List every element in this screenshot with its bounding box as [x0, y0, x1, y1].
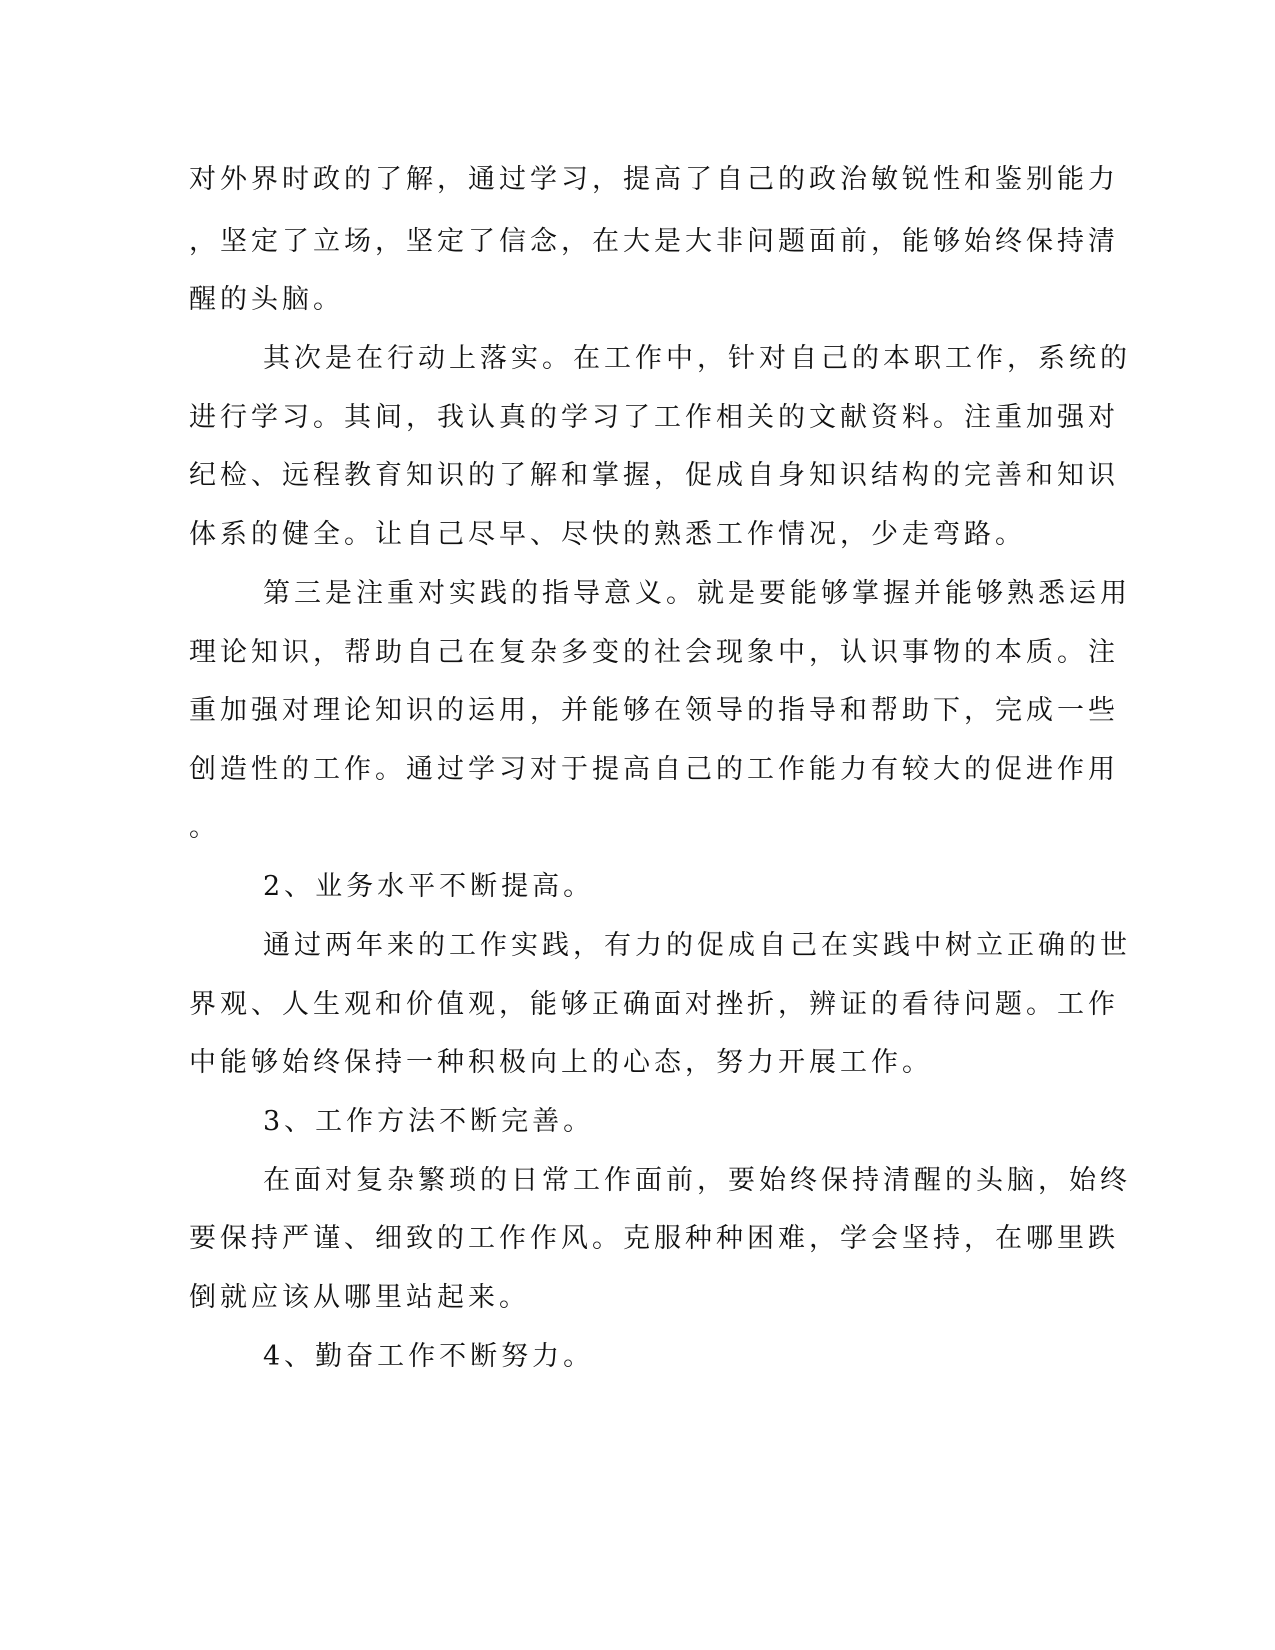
- text-line: 第三是注重对实践的指导意义。就是要能够掌握并能够熟悉运用: [263, 578, 1131, 609]
- text-line: 体系的健全。让自己尽早、尽快的熟悉工作情况，少走弯路。: [189, 519, 1026, 550]
- text-line: 中能够始终保持一种积极向上的心态，努力开展工作。: [189, 1047, 933, 1078]
- text-line: 通过两年来的工作实践，有力的促成自己在实践中树立正确的世: [263, 930, 1131, 961]
- text-line: 醒的头脑。: [189, 284, 344, 315]
- text-line: 其次是在行动上落实。在工作中，针对自己的本职工作，系统的: [263, 343, 1131, 374]
- text-line: 在面对复杂繁琐的日常工作面前，要始终保持清醒的头脑，始终: [263, 1165, 1131, 1196]
- text-line: 对外界时政的了解，通过学习，提高了自己的政治敏锐性和鉴别能力: [189, 164, 1119, 195]
- text-line: 界观、人生观和价值观，能够正确面对挫折，辨证的看待问题。工作: [189, 989, 1119, 1020]
- text-line: 要保持严谨、细致的工作作风。克服种种困难，学会坚持，在哪里跌: [189, 1223, 1119, 1254]
- text-line: 创造性的工作。通过学习对于提高自己的工作能力有较大的促进作用: [189, 754, 1119, 785]
- text-line: 倒就应该从哪里站起来。: [189, 1282, 530, 1313]
- text-line: 理论知识，帮助自己在复杂多变的社会现象中，认识事物的本质。注: [189, 637, 1119, 668]
- text-line: ，坚定了立场，坚定了信念，在大是大非问题面前，能够始终保持清: [189, 226, 1119, 257]
- text-line: 进行学习。其间，我认真的学习了工作相关的文献资料。注重加强对: [189, 402, 1119, 433]
- text-line: 纪检、远程教育知识的了解和掌握，促成自身知识结构的完善和知识: [189, 460, 1119, 491]
- text-line: 。: [189, 812, 220, 843]
- section-heading: 2、业务水平不断提高。: [263, 871, 595, 902]
- text-line: 重加强对理论知识的运用，并能够在领导的指导和帮助下，完成一些: [189, 695, 1119, 726]
- section-heading: 4、勤奋工作不断努力。: [263, 1341, 595, 1372]
- section-heading: 3、工作方法不断完善。: [263, 1106, 595, 1137]
